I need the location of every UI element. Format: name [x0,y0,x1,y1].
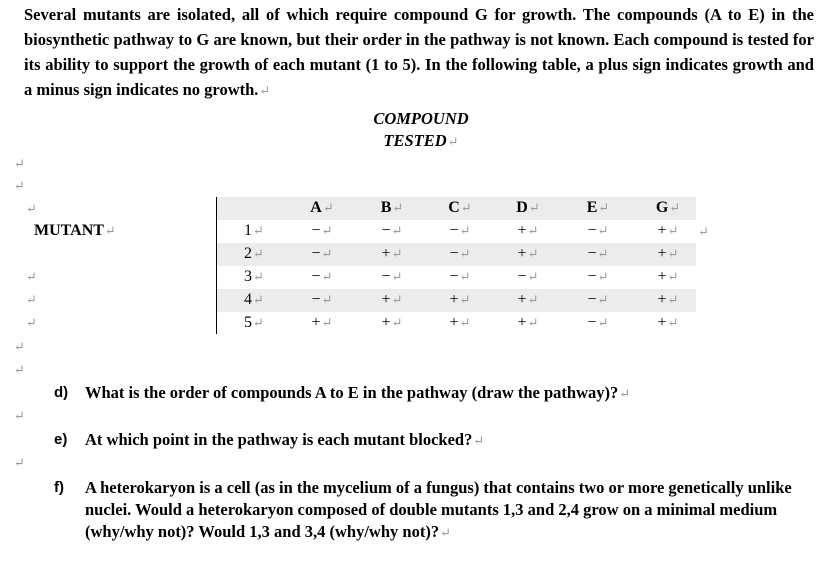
paragraph-mark-icon: ↵ [459,223,471,238]
table-cell: +↵ [517,314,539,331]
paragraph-mark-icon: ↵ [598,200,610,215]
paragraph-mark-icon: ↵ [14,362,25,377]
table-cell: +↵ [449,314,471,331]
question-letter: f) [54,479,64,496]
table-cell: −↵ [449,245,471,262]
paragraph-mark-icon: ↵ [391,269,403,284]
paragraph-mark-icon: ↵ [104,223,116,238]
paragraph-mark-icon: ↵ [597,292,609,307]
mutant-label-5: 5↵ [244,314,264,331]
heading-line-1: COMPOUND [373,109,469,128]
paragraph-mark-icon: ↵ [253,292,264,307]
table-cell: +↵ [657,314,679,331]
paragraph-mark-icon: ↵ [392,200,404,215]
paragraph-mark-icon: ↵ [527,223,539,238]
paragraph-mark-icon: ↵ [669,200,681,215]
paragraph-mark-icon: ↵ [14,408,25,423]
paragraph-mark-icon: ↵ [597,315,609,330]
paragraph-mark-icon: ↵ [391,246,403,261]
column-header-d: D↵ [516,199,540,216]
paragraph-mark-icon: ↵ [698,224,709,239]
table-cell: −↵ [587,222,609,239]
mutant-label-3: 3↵ [244,268,264,285]
mutant-label-1: 1↵ [244,222,264,239]
table-cell: +↵ [517,291,539,308]
paragraph-mark-icon: ↵ [528,200,540,215]
table-cell: −↵ [449,268,471,285]
paragraph-mark-icon: ↵ [322,200,334,215]
paragraph-mark-icon: ↵ [597,269,609,284]
table-cell: −↵ [587,245,609,262]
paragraph-mark-icon: ↵ [440,525,451,540]
paragraph-mark-icon: ↵ [667,269,679,284]
paragraph-mark-icon: ↵ [447,134,459,149]
table-cell: −↵ [311,291,333,308]
paragraph-mark-icon: ↵ [259,83,271,98]
table-cell: −↵ [587,314,609,331]
table-cell: −↵ [587,268,609,285]
table-cell: +↵ [657,291,679,308]
paragraph-mark-icon: ↵ [459,246,471,261]
table-cell: +↵ [517,245,539,262]
heading-line-2: TESTED [383,131,447,150]
table-cell: −↵ [381,222,403,239]
paragraph-mark-icon: ↵ [667,246,679,261]
paragraph-mark-icon: ↵ [391,292,403,307]
question-text: At which point in the pathway is each mutant blocked? [85,430,473,449]
paragraph-mark-icon: ↵ [26,292,37,307]
table-cell: +↵ [657,268,679,285]
paragraph-mark-icon: ↵ [26,315,37,330]
paragraph-mark-icon: ↵ [14,455,25,470]
column-header-g: G↵ [655,199,681,216]
paragraph-mark-icon: ↵ [321,223,333,238]
mutant-label-4: 4↵ [244,291,264,308]
paragraph-mark-icon: ↵ [619,386,631,401]
table-cell: −↵ [587,291,609,308]
paragraph-mark-icon: ↵ [667,315,679,330]
intro-text: Several mutants are isolated, all of which require compound G for growth. The compounds (A to E) in the biosynthetic pathway to G are known, but their order in the pathway is not known. Each compound is tested for its ability to support the growth of each mutant (1 to 5). In the following table, a plus sign indicates growth and a minus sign indicates no growth. [24,5,814,99]
paragraph-mark-icon: ↵ [527,269,539,284]
paragraph-mark-icon: ↵ [321,292,333,307]
paragraph-mark-icon: ↵ [460,200,472,215]
table-cell: +↵ [381,314,403,331]
table-cell: −↵ [311,245,333,262]
paragraph-mark-icon: ↵ [527,292,539,307]
paragraph-mark-icon: ↵ [321,246,333,261]
table-cell: −↵ [517,268,539,285]
table-cell: +↵ [657,245,679,262]
table-cell: −↵ [311,268,333,285]
paragraph-mark-icon: ↵ [459,269,471,284]
compound-tested-heading [336,108,506,153]
table-cell: −↵ [381,268,403,285]
table-cell: −↵ [311,222,333,239]
column-header-b: B↵ [380,199,404,216]
table-divider [216,197,217,334]
column-header-a: A↵ [310,199,334,216]
column-header-e: E↵ [586,199,610,216]
paragraph-mark-icon: ↵ [253,315,264,330]
paragraph-mark-icon: ↵ [321,315,333,330]
table-cell: +↵ [449,291,471,308]
paragraph-mark-icon: ↵ [667,292,679,307]
paragraph-mark-icon: ↵ [26,269,37,284]
table-cell: +↵ [381,291,403,308]
table-cell: +↵ [657,222,679,239]
paragraph-mark-icon: ↵ [597,246,609,261]
paragraph-mark-icon: ↵ [527,246,539,261]
paragraph-mark-icon: ↵ [667,223,679,238]
question-letter: d) [54,384,69,401]
table-cell: +↵ [381,245,403,262]
paragraph-mark-icon: ↵ [459,315,471,330]
table-row-header: MUTANT↵ [34,222,116,239]
paragraph-mark-icon: ↵ [253,269,264,284]
paragraph-mark-icon: ↵ [14,339,25,354]
mutant-label-2: 2↵ [244,245,264,262]
table-cell: +↵ [311,314,333,331]
paragraph-mark-icon: ↵ [459,292,471,307]
intro-paragraph [24,2,814,103]
paragraph-mark-icon: ↵ [473,433,485,448]
question-letter: e) [54,431,68,448]
paragraph-mark-icon: ↵ [253,246,264,261]
table-cell: +↵ [517,222,539,239]
question-text: What is the order of compounds A to E in the pathway (draw the pathway)? [85,383,619,402]
paragraph-mark-icon: ↵ [321,269,333,284]
paragraph-mark-icon: ↵ [391,315,403,330]
paragraph-mark-icon: ↵ [14,178,25,193]
paragraph-mark-icon: ↵ [527,315,539,330]
paragraph-mark-icon: ↵ [253,223,264,238]
column-header-c: C↵ [448,199,472,216]
table-cell: −↵ [449,222,471,239]
paragraph-mark-icon: ↵ [391,223,403,238]
paragraph-mark-icon: ↵ [597,223,609,238]
paragraph-mark-icon: ↵ [26,201,37,216]
question-text: A heterokaryon is a cell (as in the mycelium of a fungus) that contains two or more genetically unlike nuclei. Would a heterokaryon composed of double mutants 1,3 and 2,4 grow on a minimal medium (why/why not)? Would 1,3 and 3,4 (why/why not)? [85,478,792,541]
paragraph-mark-icon: ↵ [14,156,25,171]
